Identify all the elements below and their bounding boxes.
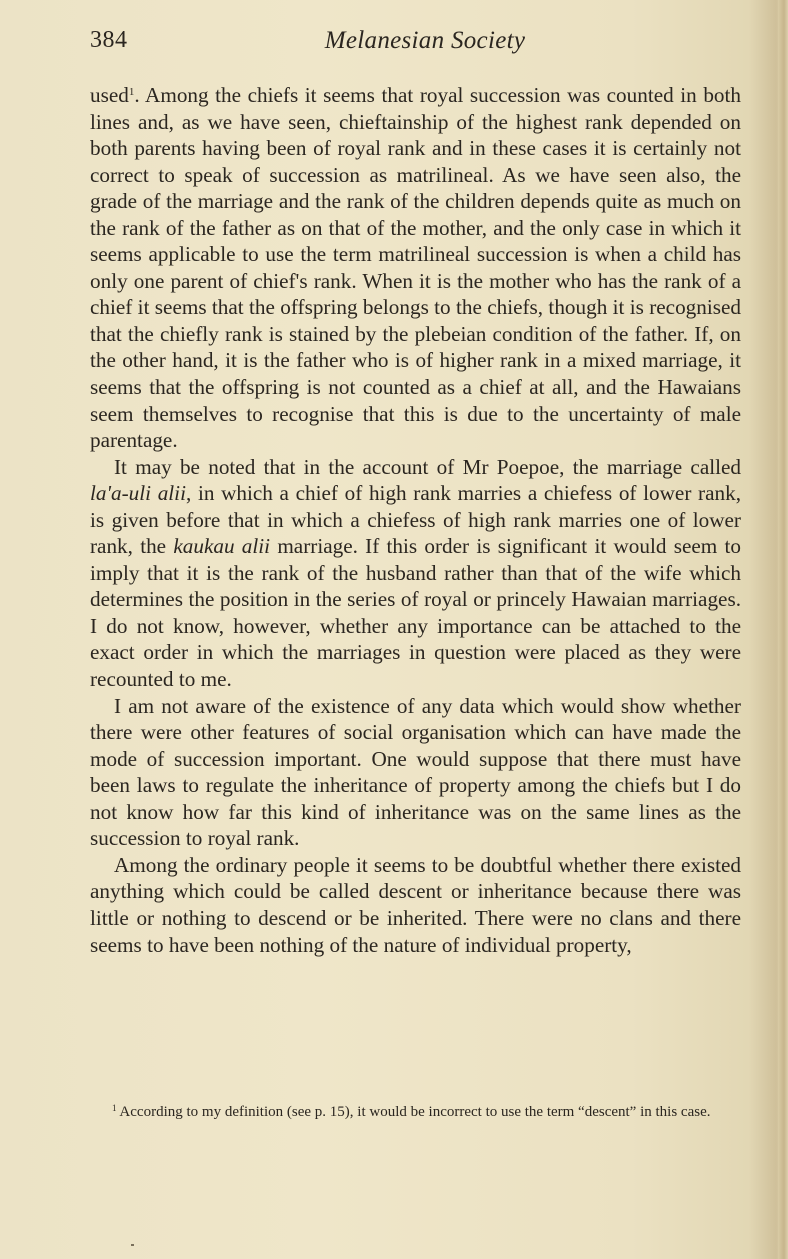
paragraph-2 <box>90 454 741 693</box>
footnote-text: According to my definition (see p. 15), it would be incorrect to use the term “descent” in this case. <box>116 1104 711 1120</box>
paragraph-2-text-b: , in which a chief of high rank marries a chiefess of lower rank, is given before that in which a chiefess of high rank marries one of lower rank, the <box>90 481 741 559</box>
footnote-1 <box>90 1103 741 1122</box>
paragraph-2-text-c: marriage. If this order is significant it would seem to imply that it is the rank of the husband rather than that of the wife which determines the position in the series of royal or princely Hawaian marriages. I do not know, however, whether any importance can be attached to the exact order in which the marriages in question were placed as they were recounted to me. <box>90 534 741 692</box>
running-title: Melanesian Society <box>324 27 526 54</box>
term-kaukau-alii: kaukau alii <box>173 534 271 559</box>
paragraph-1-lead: used <box>90 83 129 107</box>
page-number: 384 <box>90 27 128 53</box>
paragraph-1 <box>90 82 741 454</box>
page-header <box>90 27 740 61</box>
body-text <box>90 82 741 958</box>
footnote-reference: 1 <box>128 86 135 98</box>
paragraph-3: I am not aware of the existence of any data which would show whether there were other features of social organisation which can have made the mode of succession important. One would suppose that there must have been laws to regulate the inheritance of property among the chiefs but I do not know how far this kind of inheritance was on the same lines as the succession to royal rank. <box>90 693 741 851</box>
scan-speck <box>131 1244 134 1246</box>
page-edge <box>778 0 788 1259</box>
paragraph-4: Among the ordinary people it seems to be doubtful whether there existed anything which could be called descent or inheritance because there was little or nothing to descend or be inherited. There were no clans and there seems to have been nothing of the nature of individual property, <box>90 852 741 957</box>
footnote <box>90 1103 741 1122</box>
term-laa-uli-alii: la'a-uli alii <box>90 481 186 506</box>
paragraph-1-text: . Among the chiefs it seems that royal succession was counted in both lines and, as we have seen, chieftainship of the highest rank depended on both parents having been of royal rank and in these cases it is certainly not correct to speak of succession as matrilineal. As we have seen also, the grade of the marriage and the rank of the children depends quite as much on the rank of the father as on that of the mother, and the only case in which it seems applicable to use the term matrilineal succession is when a child has only one parent of chief's rank. When it is the mother who has the rank of a chief it seems that the offspring belongs to the chiefs, though it is recognised that the chiefly rank is stained by the plebeian condition of the father. If, on the other hand, it is the father who is of higher rank in a mixed marriage, it seems that the offspring is not counted as a chief at all, and the Hawaians seem themselves to recognise that this is due to the uncertainty of male parentage. <box>90 83 741 453</box>
footnote-marker: 1 <box>112 1103 117 1113</box>
paragraph-2-text-a: It may be noted that in the account of Mr Poepoe, the marriage called <box>114 454 741 479</box>
